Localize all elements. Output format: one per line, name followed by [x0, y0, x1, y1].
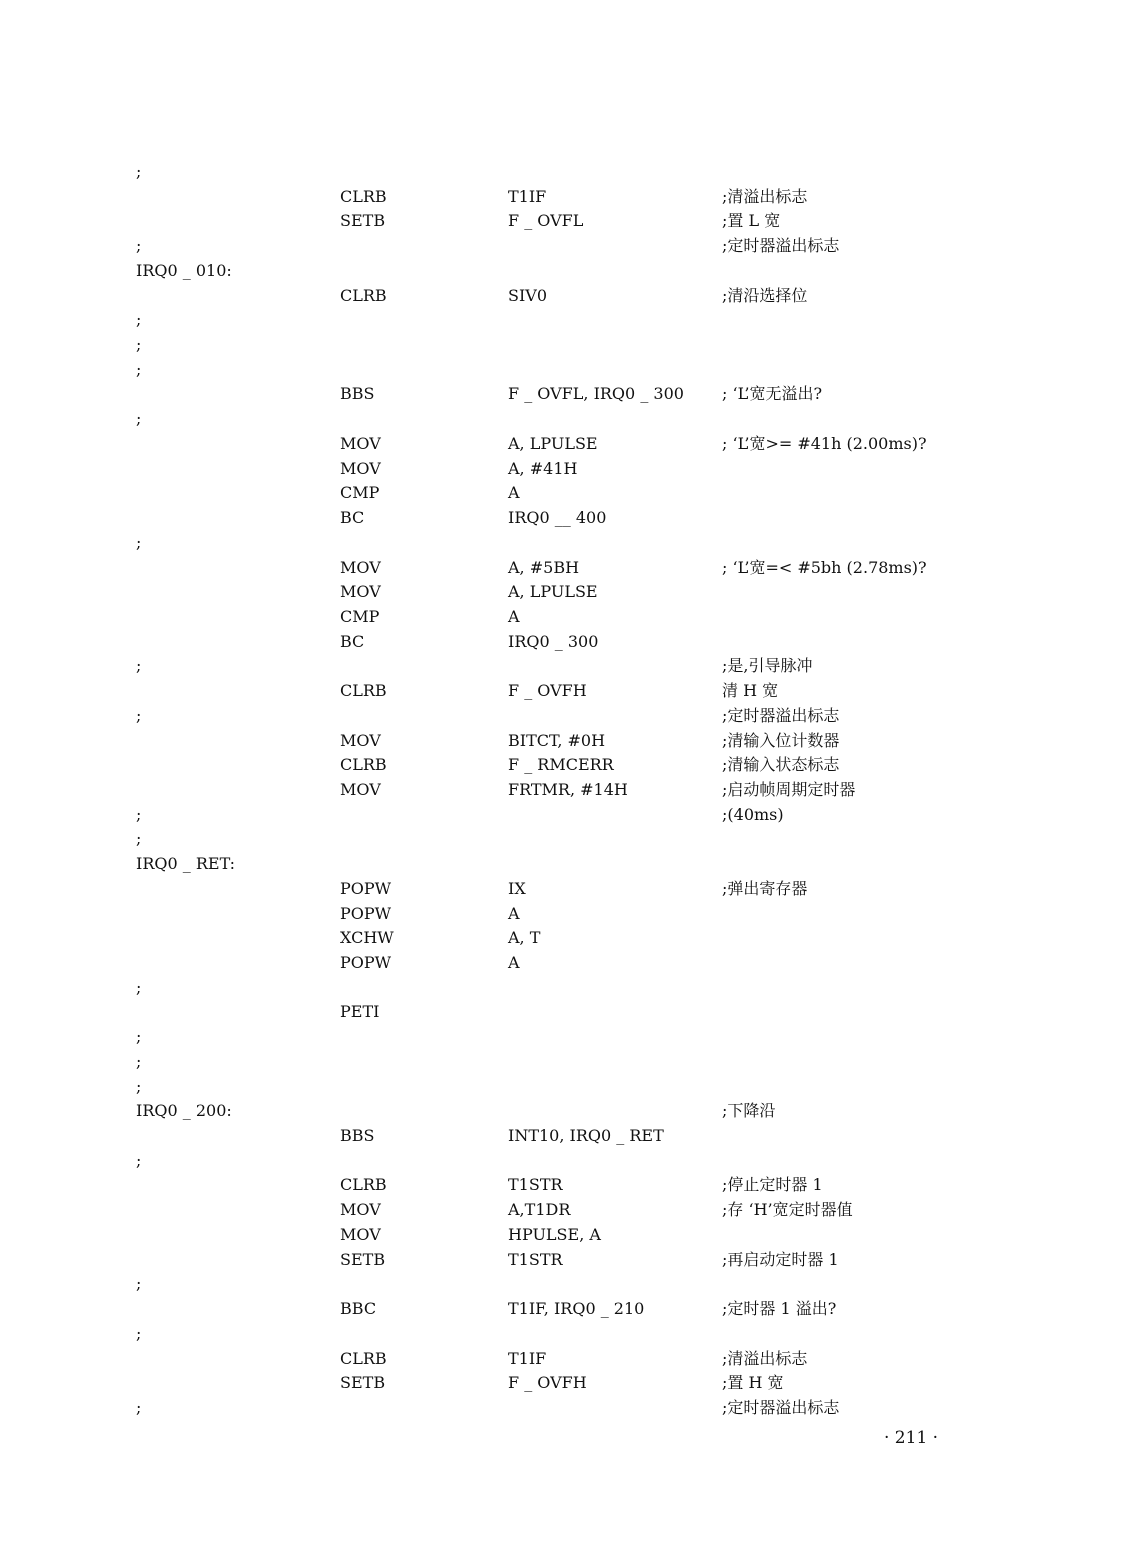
code-opcode: XCHW: [340, 928, 394, 948]
code-line: [0, 580, 1122, 605]
code-operand: A: [508, 606, 520, 626]
code-line: [0, 1149, 1122, 1174]
code-line: [0, 951, 1122, 976]
code-line: [0, 877, 1122, 902]
code-operand: A: [508, 483, 520, 503]
code-line: [0, 234, 1122, 259]
code-line: [0, 185, 1122, 210]
code-operand: A, LPULSE: [508, 433, 598, 453]
code-line: [0, 209, 1122, 234]
code-operand: T1IF, IRQ0 _ 210: [508, 1299, 645, 1319]
code-opcode: PETI: [340, 1002, 380, 1022]
code-comment: ;启动帧周期定时器: [722, 779, 856, 799]
code-label: IRQ0 _ 200:: [136, 1101, 232, 1121]
code-line: [0, 1248, 1122, 1273]
code-label: ;: [136, 335, 142, 355]
code-comment: ;清溢出标志: [722, 1348, 808, 1368]
code-line: [0, 1396, 1122, 1421]
code-operand: T1STR: [508, 1249, 563, 1269]
code-line: [0, 729, 1122, 754]
code-operand: INT10, IRQ0 _ RET: [508, 1126, 664, 1146]
code-label: ;: [136, 236, 142, 256]
code-label: ;: [136, 1397, 142, 1417]
code-comment: ;定时器溢出标志: [722, 1397, 840, 1417]
code-label: ;: [136, 705, 142, 725]
code-line: [0, 333, 1122, 358]
code-operand: T1IF: [508, 186, 547, 206]
code-line: [0, 506, 1122, 531]
code-line: [0, 358, 1122, 383]
code-line: [0, 926, 1122, 951]
code-label: ;: [136, 1027, 142, 1047]
code-comment: ;(40ms): [722, 804, 784, 824]
code-line: [0, 803, 1122, 828]
code-label: ;: [136, 162, 142, 181]
code-comment: ;再启动定时器 1: [722, 1249, 839, 1269]
code-operand: A, #41H: [508, 458, 578, 478]
code-label: IRQ0 _ RET:: [136, 854, 236, 874]
code-opcode: MOV: [340, 1224, 381, 1244]
code-opcode: BC: [340, 631, 365, 651]
code-line: [0, 1297, 1122, 1322]
code-label: ;: [136, 310, 142, 330]
code-operand: BITCT, #0H: [508, 730, 606, 750]
code-operand: A: [508, 903, 520, 923]
code-opcode: CLRB: [340, 1175, 387, 1195]
code-line: [0, 1347, 1122, 1372]
code-line: [0, 1124, 1122, 1149]
code-label: ;: [136, 656, 142, 676]
code-comment: ;是,引导脉冲: [722, 656, 813, 676]
code-operand: IX: [508, 878, 526, 898]
code-line: [0, 778, 1122, 803]
code-line: [0, 531, 1122, 556]
code-label: ;: [136, 977, 142, 997]
code-opcode: MOV: [340, 779, 381, 799]
code-line: [0, 556, 1122, 581]
code-opcode: POPW: [340, 878, 392, 898]
code-operand: A: [508, 953, 520, 972]
code-label: ;: [136, 1051, 142, 1071]
code-opcode: CLRB: [340, 186, 387, 206]
code-label: ;: [136, 1150, 142, 1170]
code-operand: A, #5BH: [508, 557, 580, 577]
code-line: [0, 432, 1122, 457]
code-opcode: MOV: [340, 557, 381, 577]
code-line: [0, 1223, 1122, 1248]
code-opcode: MOV: [340, 433, 381, 453]
code-opcode: SETB: [340, 211, 386, 231]
code-comment: ;定时器 1 溢出?: [722, 1299, 837, 1319]
code-comment: ; ‘L’宽=< #5bh (2.78ms)?: [722, 557, 927, 577]
code-comment: ;下降沿: [722, 1101, 776, 1121]
code-comment: ;定时器溢出标志: [722, 705, 840, 725]
code-opcode: CLRB: [340, 1348, 387, 1368]
code-line: [0, 457, 1122, 482]
code-label: ;: [136, 1274, 142, 1294]
code-opcode: BC: [340, 508, 365, 528]
code-line: [0, 630, 1122, 655]
code-line: [0, 679, 1122, 704]
code-comment: ;存 ‘H’宽定时器值: [722, 1200, 853, 1220]
code-operand: F _ OVFL, IRQ0 _ 300: [508, 384, 684, 404]
code-comment: 清 H 宽: [722, 681, 779, 701]
code-line: [0, 160, 1122, 185]
code-line: [0, 1198, 1122, 1223]
assembly-listing: [0, 160, 1122, 1421]
code-line: [0, 382, 1122, 407]
code-comment: ;弹出寄存器: [722, 878, 808, 898]
code-opcode: CMP: [340, 483, 380, 503]
code-line: [0, 704, 1122, 729]
code-comment: ; ‘L’宽无溢出?: [722, 384, 823, 404]
code-line: [0, 753, 1122, 778]
code-line: [0, 852, 1122, 877]
code-line: [0, 654, 1122, 679]
code-comment: ;置 H 宽: [722, 1373, 784, 1393]
code-comment: ;清输入位计数器: [722, 730, 840, 750]
code-comment: ;停止定时器 1: [722, 1175, 823, 1195]
code-opcode: CMP: [340, 606, 380, 626]
code-opcode: MOV: [340, 1200, 381, 1220]
code-label: IRQ0 _ 010:: [136, 260, 232, 280]
code-operand: F _ OVFL: [508, 211, 584, 231]
code-label: ;: [136, 532, 142, 552]
code-comment: ; ‘L’宽>= #41h (2.00ms)?: [722, 433, 927, 453]
code-line: [0, 1050, 1122, 1075]
code-operand: IRQ0 __ 400: [508, 508, 607, 528]
code-comment: ;清输入状态标志: [722, 755, 840, 775]
code-line: [0, 481, 1122, 506]
code-line: [0, 902, 1122, 927]
code-comment: ;清沿选择位: [722, 285, 808, 305]
code-line: [0, 1000, 1122, 1025]
code-comment: ;定时器溢出标志: [722, 236, 840, 256]
code-opcode: SETB: [340, 1373, 386, 1393]
code-operand: T1STR: [508, 1175, 563, 1195]
code-comment: ;置 L 宽: [722, 211, 781, 231]
code-operand: F _ RMCERR: [508, 755, 614, 775]
code-operand: F _ OVFH: [508, 1373, 587, 1393]
code-operand: HPULSE, A: [508, 1224, 601, 1244]
code-label: ;: [136, 804, 142, 824]
code-line: [0, 1099, 1122, 1124]
code-operand: F _ OVFH: [508, 681, 587, 701]
code-opcode: MOV: [340, 730, 381, 750]
code-opcode: CLRB: [340, 285, 387, 305]
code-comment: ;清溢出标志: [722, 186, 808, 206]
code-opcode: CLRB: [340, 681, 387, 701]
code-label: ;: [136, 1323, 142, 1343]
code-operand: IRQ0 _ 300: [508, 631, 599, 651]
code-line: [0, 827, 1122, 852]
code-line: [0, 1272, 1122, 1297]
code-opcode: POPW: [340, 903, 392, 923]
page-number: · 211 ·: [884, 1428, 939, 1448]
code-line: [0, 1075, 1122, 1100]
code-opcode: BBC: [340, 1299, 377, 1319]
code-opcode: BBS: [340, 1126, 375, 1146]
code-opcode: POPW: [340, 953, 392, 972]
code-line: [0, 1025, 1122, 1050]
code-operand: A,T1DR: [508, 1200, 571, 1220]
code-line: [0, 1371, 1122, 1396]
code-operand: T1IF: [508, 1348, 547, 1368]
code-opcode: MOV: [340, 582, 381, 602]
code-line: [0, 976, 1122, 1001]
code-opcode: SETB: [340, 1249, 386, 1269]
code-opcode: BBS: [340, 384, 375, 404]
code-opcode: CLRB: [340, 755, 387, 775]
code-label: ;: [136, 1076, 142, 1096]
code-operand: FRTMR, #14H: [508, 779, 628, 799]
code-line: [0, 1173, 1122, 1198]
code-line: [0, 407, 1122, 432]
code-line: [0, 1322, 1122, 1347]
code-label: ;: [136, 359, 142, 379]
code-label: ;: [136, 829, 142, 849]
code-operand: SIV0: [508, 285, 548, 305]
code-line: [0, 284, 1122, 309]
code-opcode: MOV: [340, 458, 381, 478]
code-label: ;: [136, 409, 142, 429]
code-operand: A, T: [508, 928, 541, 948]
code-line: [0, 605, 1122, 630]
code-operand: A, LPULSE: [508, 582, 598, 602]
code-line: [0, 259, 1122, 284]
code-line: [0, 308, 1122, 333]
